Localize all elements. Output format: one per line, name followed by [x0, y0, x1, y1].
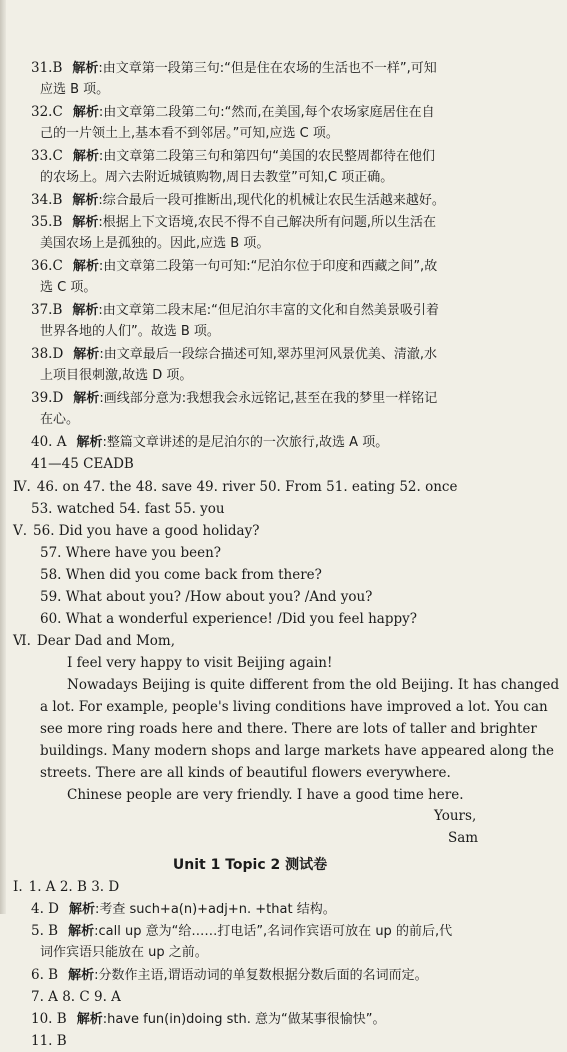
- dialogue-text: 60. What a wonderful experience! /Did you feel happy?: [40, 611, 417, 627]
- analysis-keyword: 解析: [72, 193, 99, 208]
- analysis-text: :画线部分意为:我想我会永远铭记,甚至在我的梦里一样铭记: [99, 391, 438, 406]
- answer-continuation: 己的一片领土上,基本看不到邻居。”可知,应选 C 项。: [40, 126, 339, 141]
- section-label: Ⅳ.: [13, 479, 31, 495]
- dialogue-answer: [40, 564, 540, 586]
- question-number: 39.D: [31, 390, 64, 406]
- question-number: 37.B: [31, 302, 63, 318]
- analysis-keyword: 解析: [72, 105, 99, 120]
- answer-text: 1. A 2. B 3. D: [28, 879, 120, 895]
- answer-continuation: 世界各地的人们”。故选 B 项。: [40, 324, 220, 339]
- answer-continuation: 美国农场上是孤独的。因此,应选 B 项。: [40, 236, 270, 251]
- page-spine-shadow: [0, 0, 6, 914]
- letter-closing: Yours,: [434, 808, 477, 824]
- letter-paragraph-2-line: Nowadays Beijing is quite different from the old Beijing. It has changed: [67, 677, 560, 693]
- analysis-text: :由文章第二段第一句可知:“尼泊尔位于印度和西藏之间”,故: [98, 259, 438, 274]
- analysis-keyword: 解析: [72, 149, 99, 164]
- answer-continuation: 上项目很刺激,故选 D 项。: [40, 368, 193, 383]
- question-number: 33.C: [31, 148, 63, 164]
- analysis-keyword: 解析: [72, 259, 99, 274]
- answer-continuation: 应选 B 项。: [40, 82, 110, 97]
- answer-line: [31, 964, 531, 987]
- analysis-text: :由文章第二段第二句:“然而,在美国,每个农场家庭居住在自: [98, 105, 435, 120]
- answer-plain: [31, 1030, 531, 1052]
- dialogue-text: 56. Did you have a good holiday?: [33, 523, 260, 539]
- answer-continuation: 在心。: [40, 412, 80, 427]
- analysis-keyword: 解析: [72, 215, 99, 230]
- analysis-text: :由文章第二段末尾:“但尼泊尔丰富的文化和自然美景吸引着: [98, 303, 439, 318]
- letter-paragraph-2-line: buildings. Many modern shops and large markets have appeared along the: [40, 743, 555, 759]
- unit-test-title: Unit 1 Topic 2 测试卷: [172, 857, 328, 873]
- answer-plain: [31, 986, 531, 1008]
- section-4-row-1: [13, 476, 513, 498]
- analysis-keyword: 解析: [76, 435, 103, 450]
- dialogue-answer: [40, 608, 540, 630]
- section-label: Ⅴ.: [13, 523, 28, 539]
- dialogue-text: 58. When did you come back from there?: [40, 567, 322, 583]
- answer-line: [31, 57, 531, 80]
- analysis-text: :根据上下文语境,农民不得不自己解决所有问题,所以生活在: [98, 215, 437, 230]
- analysis-text: :考查 such+a(n)+adj+n. +that 结构。: [95, 902, 336, 917]
- answer-plain: [31, 453, 531, 475]
- cloze-answers: 46. on 47. the 48. save 49. river 50. From 51. eating 52. once: [36, 479, 458, 495]
- answer-continuation: 词作宾语只能放在 up 之前。: [40, 945, 208, 960]
- answer-line: [31, 920, 531, 943]
- answer-line: [31, 898, 531, 921]
- answer-line: [31, 387, 531, 410]
- answer-line: [31, 299, 531, 322]
- question-number: 5. B: [31, 923, 59, 939]
- analysis-text: :call up 意为“给……打电话”,名词作宾语可放在 up 的前后,代: [94, 924, 453, 939]
- answer-line: [31, 431, 531, 454]
- answer-line: [31, 255, 531, 278]
- letter-greeting: [13, 630, 513, 652]
- dialogue-text: 57. Where have you been?: [40, 545, 221, 561]
- answer-text: 7. A 8. C 9. A: [31, 989, 121, 1005]
- answer-line: [31, 1008, 531, 1031]
- answer-continuation: 选 C 项。: [40, 280, 97, 295]
- answer-line: [31, 211, 531, 234]
- answer-plain: [13, 876, 513, 898]
- analysis-keyword: 解析: [73, 347, 100, 362]
- dialogue-answer: [40, 542, 540, 564]
- answer-continuation: 的农场上。周六去附近城镇购物,周日去教堂”可知,C 项正确。: [40, 170, 394, 185]
- question-number: 10. B: [31, 1011, 67, 1027]
- answer-text: 41—45 CEADB: [31, 456, 134, 472]
- letter-signature: Sam: [448, 830, 479, 846]
- question-number: 34.B: [31, 192, 63, 208]
- answer-line: [31, 189, 531, 212]
- answer-line: [31, 145, 531, 168]
- answer-text: 11. B: [31, 1033, 67, 1049]
- question-number: 36.C: [31, 258, 63, 274]
- answer-line: [31, 343, 531, 366]
- section-label: Ⅵ.: [13, 633, 31, 649]
- letter-paragraph-1: I feel very happy to visit Beijing again!: [67, 655, 333, 671]
- question-number: 4. D: [31, 901, 59, 917]
- analysis-keyword: 解析: [68, 968, 95, 983]
- analysis-text: :由文章第二段第三句和第四句“美国的农民整周都待在他们: [98, 149, 435, 164]
- analysis-text: :have fun(in)doing sth. 意为“做某事很愉快”。: [102, 1012, 386, 1027]
- question-number: 35.B: [31, 214, 63, 230]
- analysis-text: :由文章第一段第三句:“但是住在农场的生活也不一样”,可知: [98, 61, 437, 76]
- question-number: 6. B: [31, 967, 59, 983]
- analysis-keyword: 解析: [69, 902, 96, 917]
- answer-line: [31, 101, 531, 124]
- section-4-row-2: 53. watched 54. fast 55. you: [31, 501, 225, 517]
- question-number: 38.D: [31, 346, 64, 362]
- analysis-text: :由文章最后一段综合描述可知,翠苏里河风景优美、清澈,水: [99, 347, 437, 362]
- dialogue-answer: [40, 586, 540, 608]
- letter-paragraph-2-line: see more ring roads here and there. There are lots of taller and brighter: [40, 721, 537, 737]
- letter-paragraph-2-line: a lot. For example, people's living conditions have improved a lot. You can: [40, 699, 548, 715]
- question-number: 32.C: [31, 104, 63, 120]
- section-label: Ⅰ.: [13, 879, 23, 895]
- analysis-keyword: 解析: [72, 303, 99, 318]
- greeting-text: Dear Dad and Mom,: [36, 633, 176, 649]
- analysis-text: :综合最后一段可推断出,现代化的机械让农民生活越来越好。: [98, 193, 445, 208]
- dialogue-text: 59. What about you? /How about you? /And you?: [40, 589, 373, 605]
- dialogue-answer: [13, 520, 513, 542]
- analysis-keyword: 解析: [73, 391, 100, 406]
- analysis-text: :整篇文章讲述的是尼泊尔的一次旅行,故选 A 项。: [102, 435, 389, 450]
- analysis-keyword: 解析: [72, 61, 99, 76]
- letter-paragraph-3: Chinese people are very friendly. I have a good time here.: [67, 787, 464, 803]
- analysis-keyword: 解析: [76, 1012, 103, 1027]
- letter-paragraph-2-line: streets. There are all kinds of beautiful flowers everywhere.: [40, 765, 451, 781]
- analysis-text: :分数作主语,谓语动词的单复数根据分数后面的名词而定。: [94, 968, 428, 983]
- question-number: 40. A: [31, 434, 67, 450]
- question-number: 31.B: [31, 60, 63, 76]
- analysis-keyword: 解析: [68, 924, 95, 939]
